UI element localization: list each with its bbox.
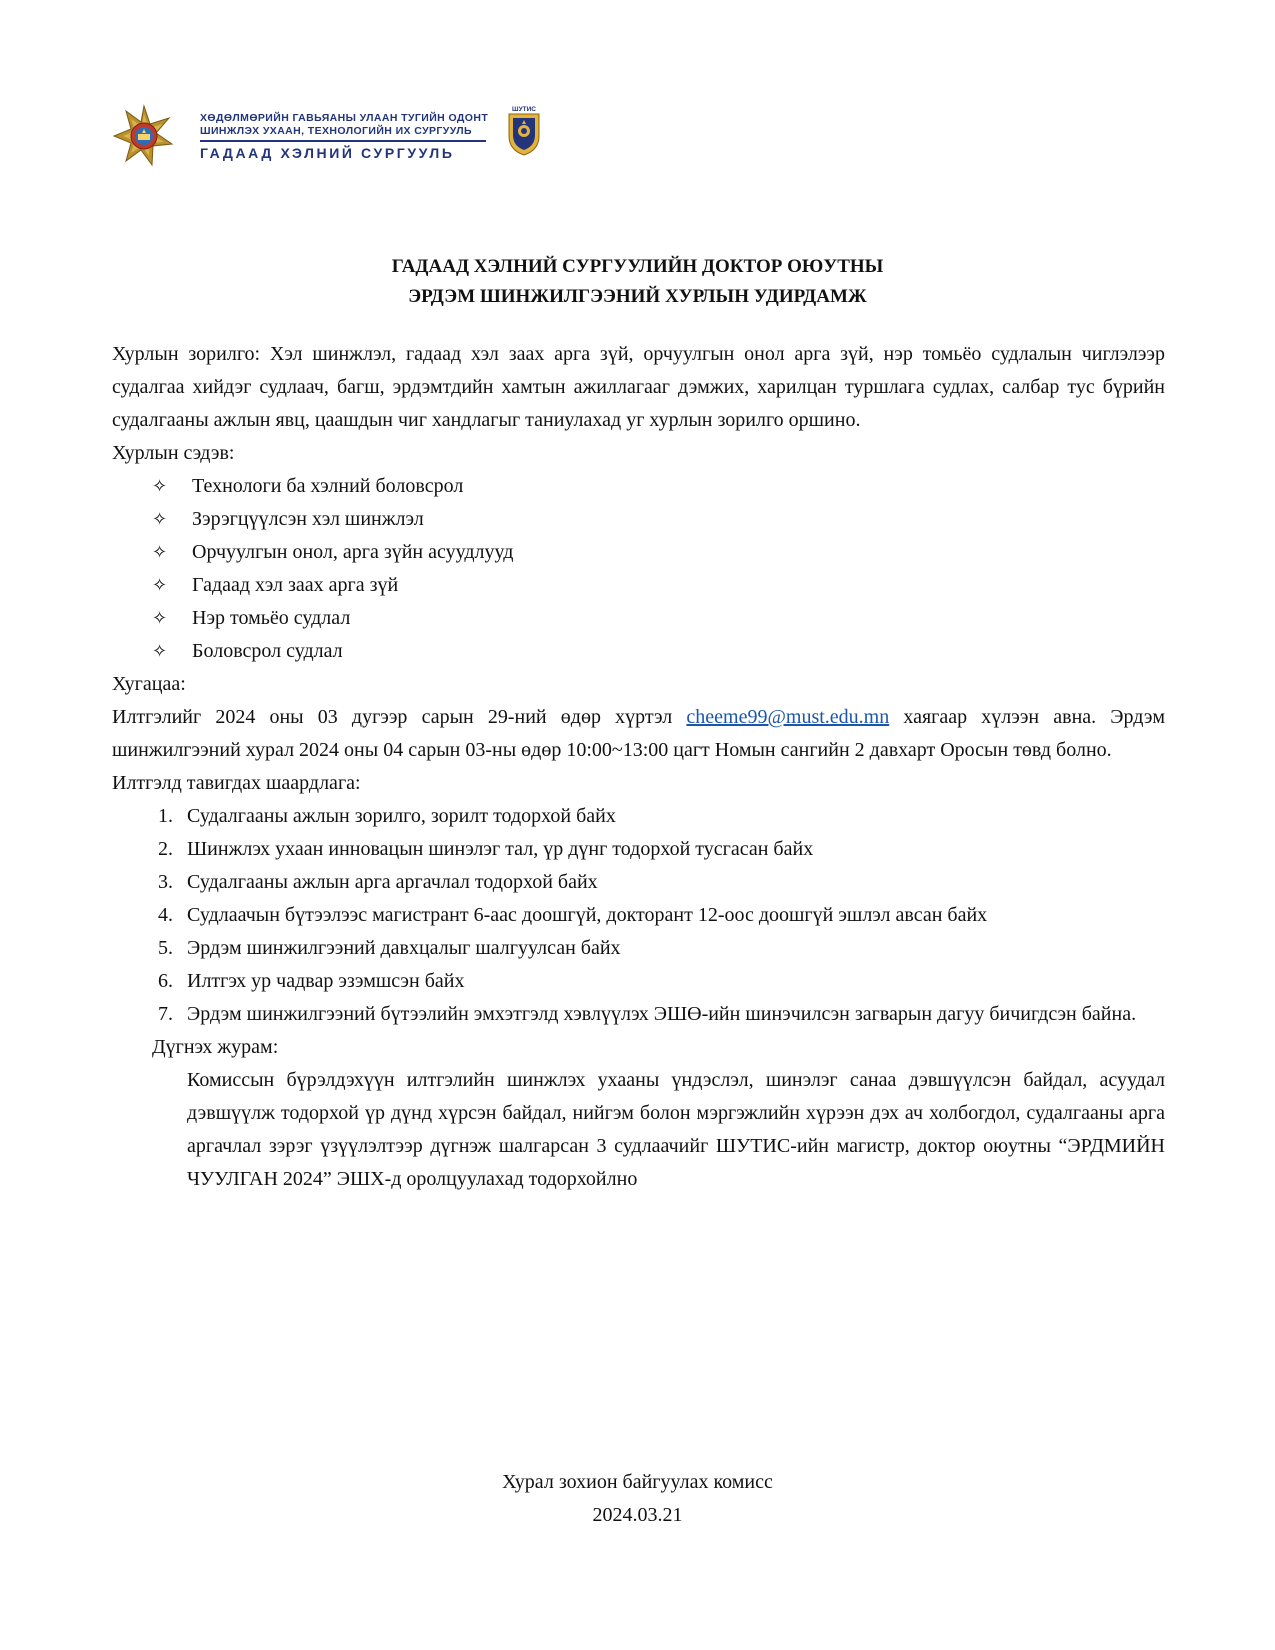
list-item <box>152 569 1165 602</box>
list-item <box>112 800 1165 833</box>
requirement-text: Эрдэм шинжилгээний бүтээлийн эмхэтгэлд хэвлүүлэх ЭШӨ-ийн шинэчилсэн загварын дагуу бичигдсэн байна. <box>187 1003 1137 1025</box>
header-line-1: ХӨДӨЛМӨРИЙН ГАВЬЯАНЫ УЛААН ТУГИЙН ОДОНТ <box>200 112 489 124</box>
list-item <box>112 833 1165 866</box>
requirement-text: Судалгааны ажлын арга аргачлал тодорхой байх <box>187 871 598 893</box>
four-point-star-icon: ✧ <box>152 509 168 530</box>
item-number: 4. <box>158 904 173 926</box>
item-number: 1. <box>158 805 173 827</box>
list-item <box>112 998 1165 1031</box>
signature-block <box>0 1466 1275 1532</box>
list-item <box>152 635 1165 668</box>
topic-text: Орчуулгын онол, арга зүйн асуудлууд <box>192 541 514 563</box>
header-divider <box>200 140 486 142</box>
requirements-list <box>112 800 1165 1031</box>
shield-emblem-icon <box>507 104 541 156</box>
list-item <box>152 536 1165 569</box>
list-item <box>112 965 1165 998</box>
four-point-star-icon: ✧ <box>152 608 168 629</box>
four-point-star-icon: ✧ <box>152 542 168 563</box>
four-point-star-icon: ✧ <box>152 476 168 497</box>
deadline-text-before: Илтгэлийг 2024 оны 03 дугээр сарын 29-ний өдөр хүртэл <box>112 706 687 728</box>
requirements-heading: Илтгэлд тавигдах шаардлага: <box>112 772 361 794</box>
item-number: 2. <box>158 838 173 860</box>
item-number: 5. <box>158 937 173 959</box>
list-item <box>112 866 1165 899</box>
deadline-heading: Хугацаа: <box>112 673 186 695</box>
list-item <box>112 932 1165 965</box>
list-item <box>152 470 1165 503</box>
list-item <box>152 602 1165 635</box>
document-body <box>112 338 1165 1196</box>
document-title <box>0 252 1275 312</box>
signature-org: Хурал зохион байгуулах комисс <box>502 1471 773 1493</box>
list-item <box>152 503 1165 536</box>
evaluation-heading: Дүгнэх журам: <box>152 1036 279 1058</box>
letterhead <box>112 104 552 168</box>
purpose-paragraph: Хурлын зорилго: Хэл шинжлэл, гадаад хэл заах арга зүй, орчуулгын онол арга зүй, нэр томьёо судлалын чиглэлээр судалгаа хийдэг судлаач, багш, эрдэмтдийн хамтын ажиллагааг дэмжих, харилцан туршлага судлах, салбар тус бүрийн судалгааны ажлын явц, цаашдын чиг хандлагыг таниулахад уг хурлын зорилго оршино. <box>112 343 1165 431</box>
order-medal-emblem-icon <box>112 104 176 168</box>
topic-text: Гадаад хэл заах арга зүй <box>192 574 399 596</box>
header-line-2: ШИНЖЛЭХ УХААН, ТЕХНОЛОГИЙН ИХ СУРГУУЛЬ <box>200 125 472 137</box>
topics-heading: Хурлын сэдэв: <box>112 442 235 464</box>
item-number: 7. <box>158 1003 173 1025</box>
four-point-star-icon: ✧ <box>152 575 168 596</box>
item-number: 6. <box>158 970 173 992</box>
title-line-1: ГАДААД ХЭЛНИЙ СУРГУУЛИЙН ДОКТОР ОЮУТНЫ <box>391 256 884 277</box>
deadline-text-after: хаягаар хүлээн авна. Эрдэм шинжилгээний хурал 2024 оны 04 сарын 03-ны өдөр 10:00~13:00 цагт Номын сангийн 2 давхарт Оросын төвд болно. <box>112 706 1165 761</box>
topic-text: Зэрэгцүүлсэн хэл шинжлэл <box>192 508 424 530</box>
item-number: 3. <box>158 871 173 893</box>
list-item <box>112 899 1165 932</box>
signature-date: 2024.03.21 <box>592 1504 683 1526</box>
deadline-paragraph <box>112 701 1165 767</box>
requirement-text: Эрдэм шинжилгээний давхцалыг шалгуулсан байх <box>187 937 621 959</box>
evaluation-paragraph: Комиссын бүрэлдэхүүн илтгэлийн шинжлэх ухааны үндэслэл, шинэлэг санаа дэвшүүлсэн байдал, асуудал дэвшүүлж тодорхой үр дүнд хүрсэн байдал, нийгэм болон мэргэжлийн хүрээн дэх ач холбогдол, судалгааны арга аргачлал зэрэг үзүүлэлтээр дүгнэж шалгарсан 3 судлаачийг ШУТИС-ийн магистр, доктор оюутны “ЭРДМИЙН ЧУУЛГАН 2024” ЭШХ-д оролцуулахад тодорхойлно <box>187 1069 1165 1190</box>
requirement-text: Илтгэх ур чадвар эзэмшсэн байх <box>187 970 465 992</box>
topic-text: Боловсрол судлал <box>192 640 343 662</box>
email-link[interactable]: cheeme99@must.edu.mn <box>686 706 890 728</box>
four-point-star-icon: ✧ <box>152 641 168 662</box>
title-line-2: ЭРДЭМ ШИНЖИЛГЭЭНИЙ ХУРЛЫН УДИРДАМЖ <box>408 286 867 307</box>
requirement-text: Судлаачын бүтээлээс магистрант 6-аас доошгүй, докторант 12-оос доошгүй эшлэл авсан байх <box>187 904 988 926</box>
topic-text: Технологи ба хэлний боловсрол <box>192 475 464 497</box>
emblem-label: ШУТИС <box>512 106 536 113</box>
school-name: ГАДААД ХЭЛНИЙ СУРГУУЛЬ <box>200 145 455 161</box>
requirement-text: Шинжлэх ухаан инновацын шинэлэг тал, үр дүнг тодорхой тусгасан байх <box>187 838 814 860</box>
topics-list <box>112 470 1165 668</box>
topic-text: Нэр томьёо судлал <box>192 607 351 629</box>
school-header-text <box>200 112 488 161</box>
requirement-text: Судалгааны ажлын зорилго, зорилт тодорхой байх <box>187 805 616 827</box>
